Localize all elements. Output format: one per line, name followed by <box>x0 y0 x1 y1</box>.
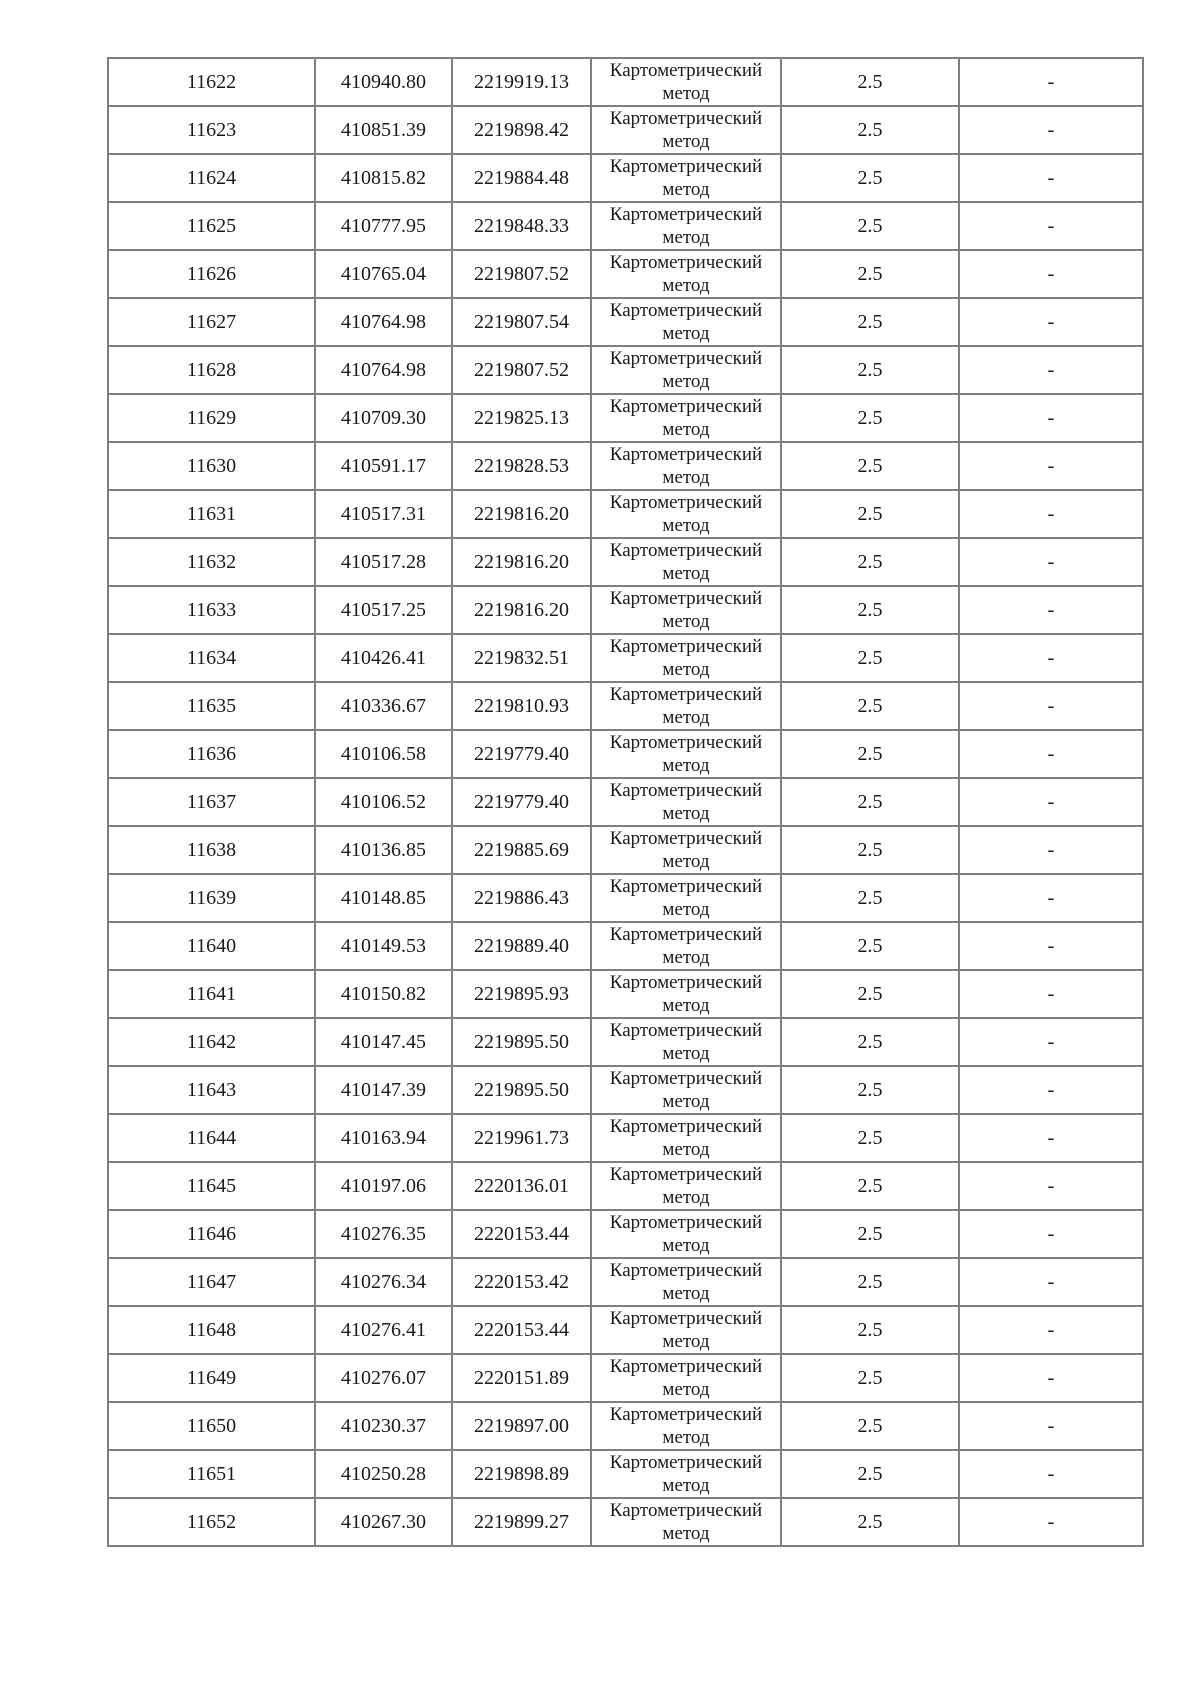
method-line-1: Картометрический <box>609 684 763 705</box>
method-line-2: метод <box>662 131 710 152</box>
coordinates-table <box>107 57 1144 1547</box>
coordinate-x-cell: 410148.85 <box>315 874 452 922</box>
coordinate-x-cell: 410149.53 <box>315 922 452 970</box>
point-number-cell: 11630 <box>108 442 315 490</box>
coordinate-x-cell: 410764.98 <box>315 346 452 394</box>
coordinate-x-cell: 410851.39 <box>315 106 452 154</box>
point-number-cell: 11622 <box>108 58 315 106</box>
method-line-1: Картометрический <box>609 1116 763 1137</box>
coordinate-y-cell: 2219885.69 <box>452 826 591 874</box>
method-line-1: Картометрический <box>609 732 763 753</box>
coordinate-y-cell: 2219848.33 <box>452 202 591 250</box>
coordinate-x-cell: 410764.98 <box>315 298 452 346</box>
note-cell: - <box>959 922 1143 970</box>
coordinate-x-cell: 410815.82 <box>315 154 452 202</box>
method-line-1: Картометрический <box>609 876 763 897</box>
accuracy-cell: 2.5 <box>781 1210 959 1258</box>
method-line-2: метод <box>662 1043 710 1064</box>
method-cell <box>591 1114 781 1162</box>
method-line-1: Картометрический <box>609 1020 763 1041</box>
point-number-cell: 11623 <box>108 106 315 154</box>
coordinate-y-cell: 2219779.40 <box>452 778 591 826</box>
method-line-2: метод <box>662 371 710 392</box>
method-line-2: метод <box>662 1523 710 1544</box>
method-line-1: Картометрический <box>609 492 763 513</box>
table-row <box>108 490 1143 538</box>
note-cell: - <box>959 874 1143 922</box>
note-cell: - <box>959 826 1143 874</box>
table-row <box>108 1210 1143 1258</box>
accuracy-cell: 2.5 <box>781 538 959 586</box>
method-line-2: метод <box>662 707 710 728</box>
accuracy-cell: 2.5 <box>781 682 959 730</box>
coordinate-x-cell: 410336.67 <box>315 682 452 730</box>
coordinate-x-cell: 410147.45 <box>315 1018 452 1066</box>
method-cell <box>591 1402 781 1450</box>
method-cell <box>591 1498 781 1546</box>
method-cell <box>591 1306 781 1354</box>
method-cell <box>591 778 781 826</box>
point-number-cell: 11652 <box>108 1498 315 1546</box>
coordinate-x-cell: 410250.28 <box>315 1450 452 1498</box>
coordinate-y-cell: 2220136.01 <box>452 1162 591 1210</box>
coordinate-y-cell: 2219825.13 <box>452 394 591 442</box>
note-cell: - <box>959 154 1143 202</box>
point-number-cell: 11627 <box>108 298 315 346</box>
accuracy-cell: 2.5 <box>781 1402 959 1450</box>
table-row <box>108 586 1143 634</box>
point-number-cell: 11648 <box>108 1306 315 1354</box>
method-cell <box>591 346 781 394</box>
coordinate-x-cell: 410777.95 <box>315 202 452 250</box>
note-cell: - <box>959 1258 1143 1306</box>
method-line-1: Картометрический <box>609 1500 763 1521</box>
coordinate-y-cell: 2219895.93 <box>452 970 591 1018</box>
note-cell: - <box>959 298 1143 346</box>
method-line-1: Картометрический <box>609 1212 763 1233</box>
method-line-2: метод <box>662 659 710 680</box>
coordinate-x-cell: 410163.94 <box>315 1114 452 1162</box>
accuracy-cell: 2.5 <box>781 826 959 874</box>
table-row <box>108 634 1143 682</box>
point-number-cell: 11625 <box>108 202 315 250</box>
point-number-cell: 11639 <box>108 874 315 922</box>
coordinate-x-cell: 410276.41 <box>315 1306 452 1354</box>
accuracy-cell: 2.5 <box>781 1162 959 1210</box>
coordinate-x-cell: 410940.80 <box>315 58 452 106</box>
point-number-cell: 11642 <box>108 1018 315 1066</box>
method-line-2: метод <box>662 899 710 920</box>
table-row <box>108 202 1143 250</box>
table-row <box>108 250 1143 298</box>
note-cell: - <box>959 730 1143 778</box>
accuracy-cell: 2.5 <box>781 58 959 106</box>
point-number-cell: 11649 <box>108 1354 315 1402</box>
point-number-cell: 11624 <box>108 154 315 202</box>
coordinate-y-cell: 2219884.48 <box>452 154 591 202</box>
method-line-2: метод <box>662 419 710 440</box>
coordinate-y-cell: 2219807.52 <box>452 346 591 394</box>
method-line-1: Картометрический <box>609 540 763 561</box>
method-cell <box>591 1066 781 1114</box>
method-cell <box>591 970 781 1018</box>
point-number-cell: 11631 <box>108 490 315 538</box>
coordinate-y-cell: 2219919.13 <box>452 58 591 106</box>
coordinate-y-cell: 2220153.42 <box>452 1258 591 1306</box>
coordinate-y-cell: 2219886.43 <box>452 874 591 922</box>
coordinate-x-cell: 410230.37 <box>315 1402 452 1450</box>
table-row <box>108 346 1143 394</box>
method-line-2: метод <box>662 467 710 488</box>
table-row <box>108 730 1143 778</box>
coordinate-y-cell: 2219895.50 <box>452 1018 591 1066</box>
coordinate-y-cell: 2219832.51 <box>452 634 591 682</box>
method-line-1: Картометрический <box>609 1068 763 1089</box>
method-line-2: метод <box>662 275 710 296</box>
method-line-1: Картометрический <box>609 924 763 945</box>
point-number-cell: 11641 <box>108 970 315 1018</box>
coordinate-y-cell: 2219898.42 <box>452 106 591 154</box>
method-cell <box>591 394 781 442</box>
coordinate-x-cell: 410197.06 <box>315 1162 452 1210</box>
method-cell <box>591 1354 781 1402</box>
table-row <box>108 778 1143 826</box>
note-cell: - <box>959 1498 1143 1546</box>
method-cell <box>591 1162 781 1210</box>
point-number-cell: 11629 <box>108 394 315 442</box>
method-cell <box>591 1210 781 1258</box>
note-cell: - <box>959 394 1143 442</box>
method-cell <box>591 1018 781 1066</box>
method-cell <box>591 442 781 490</box>
method-cell <box>591 298 781 346</box>
accuracy-cell: 2.5 <box>781 874 959 922</box>
method-cell <box>591 1450 781 1498</box>
table-row <box>108 826 1143 874</box>
method-line-1: Картометрический <box>609 108 763 129</box>
table-row <box>108 1258 1143 1306</box>
note-cell: - <box>959 538 1143 586</box>
note-cell: - <box>959 1306 1143 1354</box>
method-line-2: метод <box>662 563 710 584</box>
point-number-cell: 11643 <box>108 1066 315 1114</box>
coordinate-y-cell: 2219895.50 <box>452 1066 591 1114</box>
point-number-cell: 11636 <box>108 730 315 778</box>
coordinate-y-cell: 2220153.44 <box>452 1210 591 1258</box>
table-row <box>108 1498 1143 1546</box>
accuracy-cell: 2.5 <box>781 346 959 394</box>
coordinate-y-cell: 2219816.20 <box>452 490 591 538</box>
method-line-2: метод <box>662 947 710 968</box>
method-line-1: Картометрический <box>609 1404 763 1425</box>
accuracy-cell: 2.5 <box>781 1354 959 1402</box>
method-line-2: метод <box>662 611 710 632</box>
method-line-1: Картометрический <box>609 1260 763 1281</box>
method-line-2: метод <box>662 803 710 824</box>
point-number-cell: 11647 <box>108 1258 315 1306</box>
note-cell: - <box>959 106 1143 154</box>
method-line-1: Картометрический <box>609 348 763 369</box>
accuracy-cell: 2.5 <box>781 922 959 970</box>
coordinate-y-cell: 2219961.73 <box>452 1114 591 1162</box>
method-cell <box>591 202 781 250</box>
method-line-2: метод <box>662 515 710 536</box>
coordinate-x-cell: 410106.58 <box>315 730 452 778</box>
note-cell: - <box>959 586 1143 634</box>
method-line-2: метод <box>662 851 710 872</box>
method-line-1: Картометрический <box>609 1164 763 1185</box>
table-row <box>108 1114 1143 1162</box>
coordinate-y-cell: 2219807.52 <box>452 250 591 298</box>
coordinate-y-cell: 2219889.40 <box>452 922 591 970</box>
method-line-1: Картометрический <box>609 156 763 177</box>
method-cell <box>591 682 781 730</box>
accuracy-cell: 2.5 <box>781 778 959 826</box>
method-cell <box>591 1258 781 1306</box>
table-row <box>108 394 1143 442</box>
table-row <box>108 538 1143 586</box>
method-line-1: Картометрический <box>609 972 763 993</box>
method-cell <box>591 538 781 586</box>
note-cell: - <box>959 682 1143 730</box>
method-cell <box>591 922 781 970</box>
coordinate-x-cell: 410276.34 <box>315 1258 452 1306</box>
method-cell <box>591 826 781 874</box>
coordinate-x-cell: 410426.41 <box>315 634 452 682</box>
coordinate-y-cell: 2219816.20 <box>452 586 591 634</box>
method-line-2: метод <box>662 1235 710 1256</box>
table-row <box>108 1354 1143 1402</box>
coordinate-y-cell: 2219816.20 <box>452 538 591 586</box>
coordinate-x-cell: 410276.35 <box>315 1210 452 1258</box>
accuracy-cell: 2.5 <box>781 298 959 346</box>
coordinate-y-cell: 2220151.89 <box>452 1354 591 1402</box>
accuracy-cell: 2.5 <box>781 970 959 1018</box>
method-cell <box>591 490 781 538</box>
coordinate-x-cell: 410517.28 <box>315 538 452 586</box>
coordinate-y-cell: 2220153.44 <box>452 1306 591 1354</box>
coordinate-x-cell: 410136.85 <box>315 826 452 874</box>
point-number-cell: 11628 <box>108 346 315 394</box>
accuracy-cell: 2.5 <box>781 250 959 298</box>
note-cell: - <box>959 970 1143 1018</box>
point-number-cell: 11633 <box>108 586 315 634</box>
method-cell <box>591 730 781 778</box>
coordinate-x-cell: 410517.31 <box>315 490 452 538</box>
table-row <box>108 1066 1143 1114</box>
point-number-cell: 11637 <box>108 778 315 826</box>
table-row <box>108 58 1143 106</box>
method-line-2: метод <box>662 1379 710 1400</box>
table-row <box>108 1018 1143 1066</box>
method-line-1: Картометрический <box>609 300 763 321</box>
method-line-2: метод <box>662 1283 710 1304</box>
coordinate-y-cell: 2219828.53 <box>452 442 591 490</box>
method-line-1: Картометрический <box>609 204 763 225</box>
method-line-1: Картометрический <box>609 828 763 849</box>
method-line-2: метод <box>662 995 710 1016</box>
accuracy-cell: 2.5 <box>781 1258 959 1306</box>
method-cell <box>591 586 781 634</box>
coordinates-table-body <box>108 58 1143 1546</box>
table-row <box>108 682 1143 730</box>
accuracy-cell: 2.5 <box>781 1018 959 1066</box>
coordinate-x-cell: 410517.25 <box>315 586 452 634</box>
table-row <box>108 154 1143 202</box>
table-row <box>108 970 1143 1018</box>
coordinate-y-cell: 2219779.40 <box>452 730 591 778</box>
coordinate-x-cell: 410276.07 <box>315 1354 452 1402</box>
note-cell: - <box>959 634 1143 682</box>
accuracy-cell: 2.5 <box>781 1498 959 1546</box>
method-line-2: метод <box>662 323 710 344</box>
table-row <box>108 922 1143 970</box>
accuracy-cell: 2.5 <box>781 394 959 442</box>
coordinate-x-cell: 410150.82 <box>315 970 452 1018</box>
method-cell <box>591 874 781 922</box>
method-cell <box>591 106 781 154</box>
point-number-cell: 11626 <box>108 250 315 298</box>
method-line-1: Картометрический <box>609 444 763 465</box>
point-number-cell: 11651 <box>108 1450 315 1498</box>
note-cell: - <box>959 58 1143 106</box>
accuracy-cell: 2.5 <box>781 1066 959 1114</box>
point-number-cell: 11632 <box>108 538 315 586</box>
table-row <box>108 1450 1143 1498</box>
table-row <box>108 1306 1143 1354</box>
method-cell <box>591 250 781 298</box>
table-row <box>108 106 1143 154</box>
coordinate-y-cell: 2219898.89 <box>452 1450 591 1498</box>
note-cell: - <box>959 346 1143 394</box>
point-number-cell: 11645 <box>108 1162 315 1210</box>
accuracy-cell: 2.5 <box>781 442 959 490</box>
method-line-1: Картометрический <box>609 396 763 417</box>
coordinate-x-cell: 410709.30 <box>315 394 452 442</box>
point-number-cell: 11635 <box>108 682 315 730</box>
method-line-2: метод <box>662 1139 710 1160</box>
coordinate-y-cell: 2219897.00 <box>452 1402 591 1450</box>
point-number-cell: 11640 <box>108 922 315 970</box>
point-number-cell: 11646 <box>108 1210 315 1258</box>
note-cell: - <box>959 778 1143 826</box>
method-cell <box>591 58 781 106</box>
note-cell: - <box>959 1354 1143 1402</box>
table-row <box>108 874 1143 922</box>
accuracy-cell: 2.5 <box>781 490 959 538</box>
coordinate-x-cell: 410267.30 <box>315 1498 452 1546</box>
method-line-2: метод <box>662 1187 710 1208</box>
method-line-1: Картометрический <box>609 780 763 801</box>
note-cell: - <box>959 1162 1143 1210</box>
note-cell: - <box>959 1018 1143 1066</box>
coordinate-x-cell: 410591.17 <box>315 442 452 490</box>
point-number-cell: 11634 <box>108 634 315 682</box>
accuracy-cell: 2.5 <box>781 586 959 634</box>
note-cell: - <box>959 1402 1143 1450</box>
coordinate-y-cell: 2219807.54 <box>452 298 591 346</box>
accuracy-cell: 2.5 <box>781 1450 959 1498</box>
method-line-1: Картометрический <box>609 1452 763 1473</box>
table-row <box>108 298 1143 346</box>
point-number-cell: 11638 <box>108 826 315 874</box>
note-cell: - <box>959 202 1143 250</box>
coordinate-y-cell: 2219810.93 <box>452 682 591 730</box>
accuracy-cell: 2.5 <box>781 106 959 154</box>
method-line-2: метод <box>662 1091 710 1112</box>
note-cell: - <box>959 1066 1143 1114</box>
method-line-2: метод <box>662 1331 710 1352</box>
table-row <box>108 442 1143 490</box>
point-number-cell: 11644 <box>108 1114 315 1162</box>
method-line-2: метод <box>662 179 710 200</box>
method-line-2: метод <box>662 755 710 776</box>
accuracy-cell: 2.5 <box>781 634 959 682</box>
coordinate-y-cell: 2219899.27 <box>452 1498 591 1546</box>
method-cell <box>591 154 781 202</box>
method-line-1: Картометрический <box>609 1356 763 1377</box>
note-cell: - <box>959 1210 1143 1258</box>
method-line-1: Картометрический <box>609 588 763 609</box>
method-line-1: Картометрический <box>609 60 763 81</box>
table-row <box>108 1162 1143 1210</box>
accuracy-cell: 2.5 <box>781 154 959 202</box>
coordinate-x-cell: 410147.39 <box>315 1066 452 1114</box>
method-line-2: метод <box>662 1475 710 1496</box>
note-cell: - <box>959 490 1143 538</box>
accuracy-cell: 2.5 <box>781 1114 959 1162</box>
note-cell: - <box>959 1450 1143 1498</box>
accuracy-cell: 2.5 <box>781 730 959 778</box>
accuracy-cell: 2.5 <box>781 1306 959 1354</box>
note-cell: - <box>959 442 1143 490</box>
method-line-2: метод <box>662 1427 710 1448</box>
note-cell: - <box>959 1114 1143 1162</box>
method-line-2: метод <box>662 83 710 104</box>
coordinate-x-cell: 410765.04 <box>315 250 452 298</box>
method-line-1: Картометрический <box>609 252 763 273</box>
point-number-cell: 11650 <box>108 1402 315 1450</box>
method-line-1: Картометрический <box>609 1308 763 1329</box>
method-line-2: метод <box>662 227 710 248</box>
method-line-1: Картометрический <box>609 636 763 657</box>
table-row <box>108 1402 1143 1450</box>
method-cell <box>591 634 781 682</box>
note-cell: - <box>959 250 1143 298</box>
coordinate-x-cell: 410106.52 <box>315 778 452 826</box>
accuracy-cell: 2.5 <box>781 202 959 250</box>
